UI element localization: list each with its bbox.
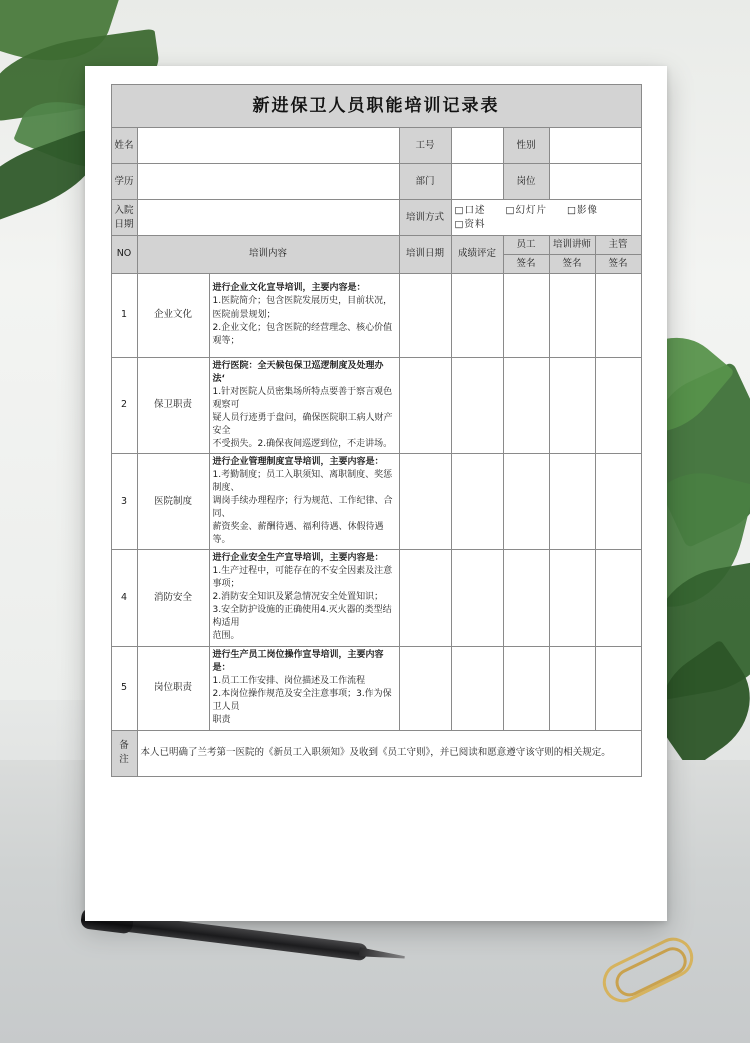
row-supervisor-signature[interactable] xyxy=(595,550,641,646)
footer-label xyxy=(111,730,137,776)
row-trainer-signature[interactable] xyxy=(549,273,595,357)
field-gender-value[interactable] xyxy=(549,128,641,164)
document-sheet xyxy=(85,66,667,921)
row-content-title: 进行医院：全天候包保卫巡逻制度及处理办法‘ xyxy=(212,360,384,384)
row-no: 3 xyxy=(111,453,137,549)
row-content-title: 进行生产员工岗位操作宣导培训，主要内容是： xyxy=(212,649,384,673)
row-no: 4 xyxy=(111,550,137,646)
row-topic-name: 消防安全 xyxy=(137,550,209,646)
column-header-no: NO xyxy=(111,236,137,274)
footer-label-line2: 注 xyxy=(119,754,129,766)
checkbox-option-materials[interactable]: □资料 xyxy=(454,218,486,230)
row-train-date[interactable] xyxy=(399,453,451,549)
row-supervisor-signature[interactable] xyxy=(595,273,641,357)
row-content-line: 1.员工工作安排、岗位描述及工作流程 xyxy=(212,675,366,686)
row-content xyxy=(209,453,399,549)
table-row xyxy=(111,550,641,646)
row-content-line: 2.本岗位操作规范及安全注意事项；3.作为保卫人员 xyxy=(212,689,392,713)
column-header-trainer-signature: 签名 xyxy=(549,254,595,273)
label-department: 部门 xyxy=(399,164,451,200)
row-score[interactable] xyxy=(451,646,503,730)
label-entry-date: 入院日期 xyxy=(111,200,137,236)
row-content xyxy=(209,646,399,730)
column-header-employee-signature: 签名 xyxy=(503,254,549,273)
row-content-line: 3.安全防护设施的正确使用4.灭火器的类型结构适用 xyxy=(212,605,392,629)
checkbox-option-slides[interactable]: □幻灯片 xyxy=(505,204,547,216)
column-header-train-date: 培训日期 xyxy=(399,236,451,274)
row-trainer-signature[interactable] xyxy=(549,357,595,453)
column-header-supervisor: 主管 xyxy=(595,236,641,255)
field-entry-date-value[interactable] xyxy=(137,200,399,236)
row-supervisor-signature[interactable] xyxy=(595,357,641,453)
row-score[interactable] xyxy=(451,357,503,453)
row-trainer-signature[interactable] xyxy=(549,550,595,646)
row-content-title: 进行企业文化宣导培训，主要内容是： xyxy=(212,283,366,294)
checkbox-option-oral[interactable]: □口述 xyxy=(454,204,486,216)
footer-label-line1: 备 xyxy=(119,740,129,752)
row-content xyxy=(209,550,399,646)
table-row xyxy=(111,646,641,730)
row-score[interactable] xyxy=(451,453,503,549)
row-content xyxy=(209,273,399,357)
label-name: 姓名 xyxy=(111,128,137,164)
table-row xyxy=(111,128,641,164)
row-train-date[interactable] xyxy=(399,357,451,453)
row-content-line: 范围。 xyxy=(212,631,240,642)
table-row xyxy=(111,164,641,200)
row-employee-signature[interactable] xyxy=(503,550,549,646)
row-employee-signature[interactable] xyxy=(503,357,549,453)
row-score[interactable] xyxy=(451,273,503,357)
row-employee-signature[interactable] xyxy=(503,273,549,357)
label-employee-id: 工号 xyxy=(399,128,451,164)
row-content-line: 1.考勤制度；员工入职须知、离职制度、奖惩制度、 xyxy=(212,469,393,493)
row-topic-name: 保卫职责 xyxy=(137,357,209,453)
row-content-title: 进行企业安全生产宣导培训，主要内容是： xyxy=(212,553,384,564)
row-employee-signature[interactable] xyxy=(503,646,549,730)
page-title: 新进保卫人员职能培训记录表 xyxy=(111,85,641,128)
row-content-line: 疑人员行迹勇于盘问，确保医院职工病人财产安全 xyxy=(212,412,393,436)
row-no: 2 xyxy=(111,357,137,453)
column-header-supervisor-signature: 签名 xyxy=(595,254,641,273)
training-record-table xyxy=(111,84,642,777)
row-content-line: 不受损失。2.确保夜间巡逻到位，不走讲场。 xyxy=(212,438,393,449)
label-position: 岗位 xyxy=(503,164,549,200)
row-train-date[interactable] xyxy=(399,550,451,646)
row-score[interactable] xyxy=(451,550,503,646)
label-training-method: 培训方式 xyxy=(399,200,451,236)
row-topic-name: 岗位职责 xyxy=(137,646,209,730)
column-header-score: 成绩评定 xyxy=(451,236,503,274)
training-method-options[interactable] xyxy=(451,200,641,236)
row-content-line: 1.针对医院人员密集场所特点要善于察言观色观察可 xyxy=(212,386,393,410)
row-content-line: 医院前景规划； xyxy=(212,309,276,320)
footer-text: 本人已明确了兰考第一医院的《新员工入职须知》及收到《员工守则》，并已阅读和愿意遵守该守则的相关规定。 xyxy=(137,730,641,776)
row-content-line: 职责 xyxy=(212,715,231,726)
row-trainer-signature[interactable] xyxy=(549,453,595,549)
table-footer-row xyxy=(111,730,641,776)
table-row xyxy=(111,273,641,357)
table-row xyxy=(111,200,641,236)
column-header-employee: 员工 xyxy=(503,236,549,255)
row-train-date[interactable] xyxy=(399,646,451,730)
field-department-value[interactable] xyxy=(451,164,503,200)
row-train-date[interactable] xyxy=(399,273,451,357)
row-topic-name: 医院制度 xyxy=(137,453,209,549)
row-content-line: 1.生产过程中，可能存在的不安全因素及注意事项； xyxy=(212,566,393,590)
row-trainer-signature[interactable] xyxy=(549,646,595,730)
checkbox-option-video[interactable]: □影像 xyxy=(566,204,598,216)
field-position-value[interactable] xyxy=(549,164,641,200)
row-no: 1 xyxy=(111,273,137,357)
row-topic-name: 企业文化 xyxy=(137,273,209,357)
field-name-value[interactable] xyxy=(137,128,399,164)
field-education-value[interactable] xyxy=(137,164,399,200)
column-header-trainer: 培训讲师 xyxy=(549,236,595,255)
table-row xyxy=(111,453,641,549)
row-content xyxy=(209,357,399,453)
row-content-line: 2.企业文化；包含医院的经营理念、核心价值观等； xyxy=(212,322,393,346)
table-row xyxy=(111,357,641,453)
row-content-line: 薪资奖金、薪酬待遇、福利待遇、休假待遇等。 xyxy=(212,522,384,546)
column-header-content: 培训内容 xyxy=(137,236,399,274)
row-content-line: 2.消防安全知识及紧急情况安全处置知识； xyxy=(212,592,384,603)
row-content-line: 1.医院简介；包含医院发展历史，目前状况， xyxy=(212,296,393,307)
row-no: 5 xyxy=(111,646,137,730)
row-supervisor-signature[interactable] xyxy=(595,646,641,730)
table-header-row xyxy=(111,236,641,255)
label-gender: 性别 xyxy=(503,128,549,164)
label-education: 学历 xyxy=(111,164,137,200)
row-content-line: 调岗手续办理程序；行为规范、工作纪律、合同、 xyxy=(212,496,393,520)
field-employee-id-value[interactable] xyxy=(451,128,503,164)
row-content-title: 进行企业管理制度宣导培训，主要内容是： xyxy=(212,456,384,467)
row-supervisor-signature[interactable] xyxy=(595,453,641,549)
row-employee-signature[interactable] xyxy=(503,453,549,549)
